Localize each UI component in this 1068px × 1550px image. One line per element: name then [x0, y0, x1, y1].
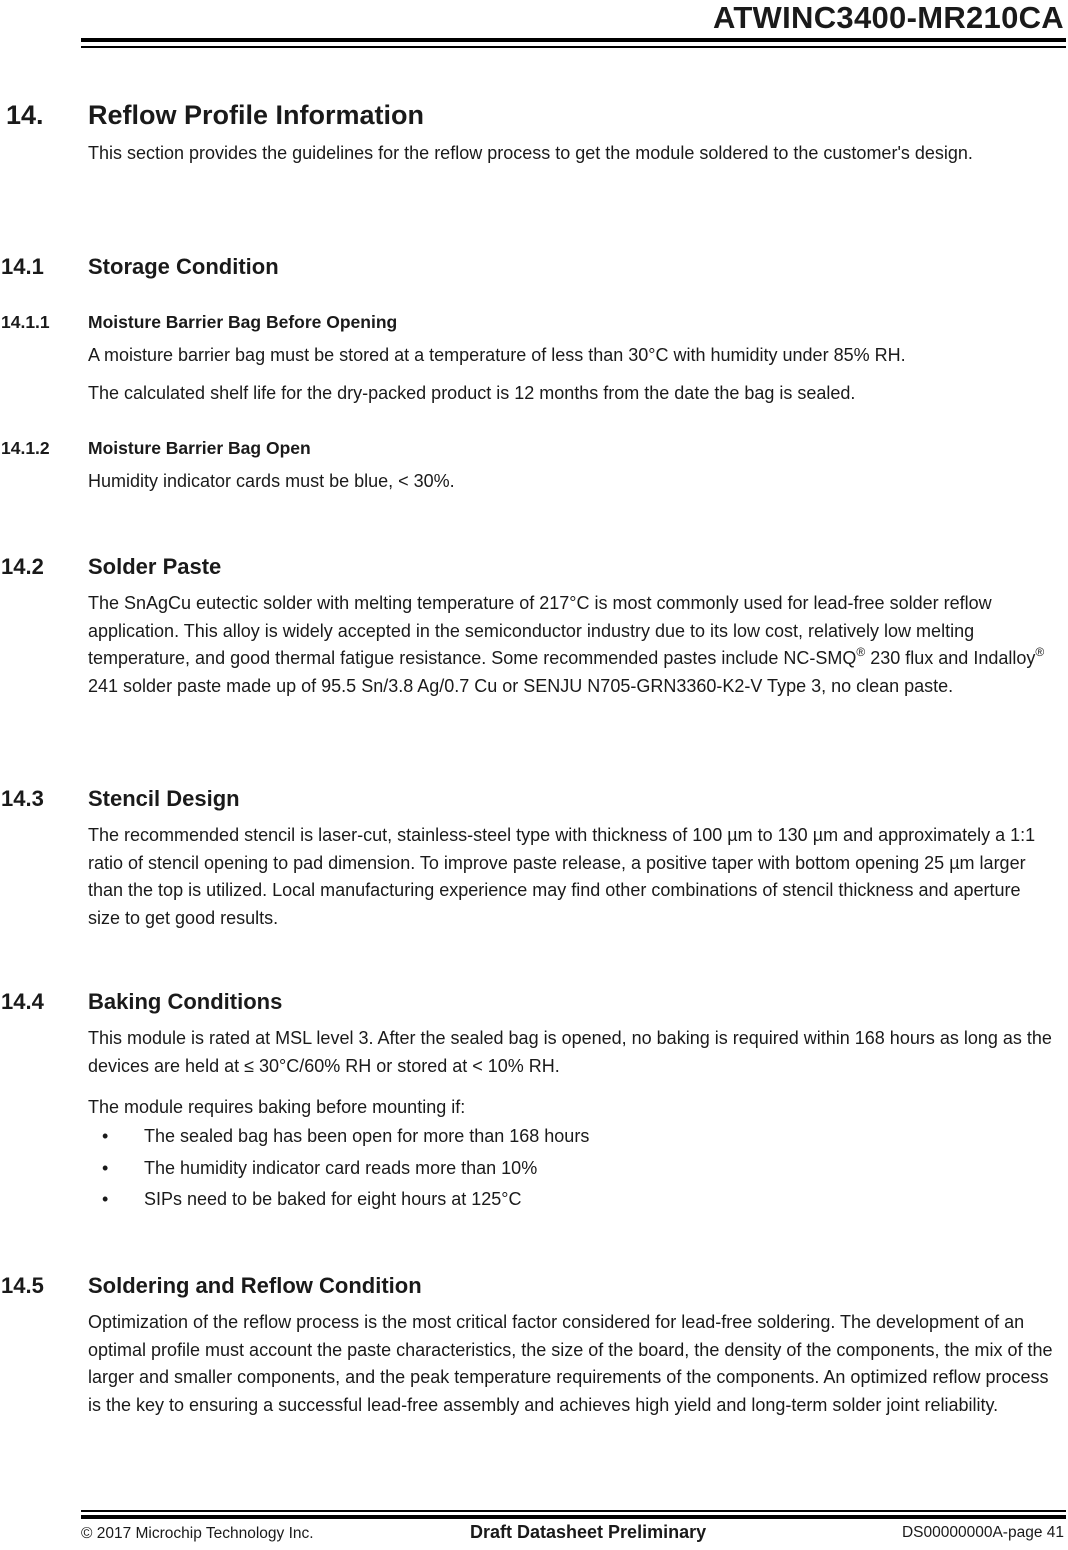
list-item-text: The sealed bag has been open for more than 168 hours — [144, 1126, 590, 1146]
footer-status: Draft Datasheet Preliminary — [470, 1522, 707, 1542]
document-title: ATWINC3400-MR210CA — [712, 0, 1064, 35]
paragraph: This module is rated at MSL level 3. After the sealed bag is opened, no baking is required within 168 hours as long as the devices are held at ≤ 30°C/60% RH or stored at < 10% RH. — [88, 1028, 1052, 1076]
section-number: 14.5 — [1, 1273, 44, 1298]
section-title: Moisture Barrier Bag Open — [88, 438, 311, 458]
section-title: Solder Paste — [88, 554, 222, 579]
paragraph — [88, 590, 1053, 700]
section-intro: This section provides the guidelines for the reflow process to get the module soldered to the customer's design. — [88, 143, 973, 163]
bullet: • — [102, 1126, 109, 1146]
section-number: 14.1.1 — [1, 312, 50, 332]
paragraph: Humidity indicator cards must be blue, < 30%. — [88, 471, 455, 491]
section-number: 14.1 — [1, 254, 44, 279]
section-number: 14. — [6, 100, 44, 130]
section-number: 14.4 — [1, 989, 44, 1014]
section-title: Stencil Design — [88, 786, 240, 811]
text: 230 flux and Indalloy — [865, 648, 1036, 668]
section-title: Moisture Barrier Bag Before Opening — [88, 312, 398, 332]
footer-rule-thin — [81, 1510, 1066, 1512]
section-number: 14.2 — [1, 554, 44, 579]
registered-mark: ® — [856, 645, 866, 659]
section-title: Soldering and Reflow Condition — [88, 1273, 422, 1298]
footer-rule-thick — [81, 1515, 1066, 1519]
section-number: 14.3 — [1, 786, 44, 811]
bullet: • — [102, 1189, 109, 1209]
header-rule-thin — [81, 46, 1066, 48]
paragraph: A moisture barrier bag must be stored at a temperature of less than 30°C with humidity under 85% RH. — [88, 345, 906, 365]
registered-mark: ® — [1035, 645, 1045, 659]
section-number: 14.1.2 — [1, 438, 50, 458]
list-item-text: SIPs need to be baked for eight hours at 125°C — [144, 1189, 522, 1209]
section-title: Storage Condition — [88, 254, 279, 279]
text: 241 solder paste made up of 95.5 Sn/3.8 Ag/0.7 Cu or SENJU N705-GRN3360-K2-V Type 3, no clean paste. — [88, 675, 954, 696]
section-title: Reflow Profile Information — [88, 100, 425, 130]
paragraph: The calculated shelf life for the dry-packed product is 12 months from the date the bag is sealed. — [88, 383, 856, 403]
header-rule-thick — [81, 38, 1066, 42]
bullet: • — [102, 1158, 109, 1178]
footer-copyright: © 2017 Microchip Technology Inc. — [81, 1525, 314, 1542]
footer-page-number: DS00000000A-page 41 — [901, 1524, 1064, 1541]
list-item-text: The humidity indicator card reads more than 10% — [144, 1158, 538, 1178]
paragraph: Optimization of the reflow process is the most critical factor considered for lead-free soldering. The development of an optimal profile must account the paste characteristics, the size of the board, the density of the components, the mix of the larger and smaller components, and the peak temperature requirements of the components. An optimized reflow process is the key to ensuring a successful lead-free assembly and achieves high yield and long-term solder joint reliability. — [88, 1312, 1053, 1415]
section-title: Baking Conditions — [88, 989, 283, 1014]
paragraph: The recommended stencil is laser-cut, stainless-steel type with thickness of 100 µm to 130 µm and approximately a 1:1 ratio of stencil opening to pad dimension. To improve paste release, a positive taper with bottom opening 25 µm larger than the top is utilized. Local manufacturing experience may find other combinations of stencil thickness and aperture size to get good results. — [88, 825, 1036, 928]
text: The SnAgCu eutectic solder with melting temperature of 217°C is most commonly used for lead-free solder reflow application. This alloy is widely accepted in the semiconductor industry due to its low cost, relatively low melting temperature, and good thermal fatigue resistance. Some recommended pastes include NC-SMQ — [88, 593, 992, 668]
paragraph: The module requires baking before mounting if: — [88, 1097, 466, 1117]
